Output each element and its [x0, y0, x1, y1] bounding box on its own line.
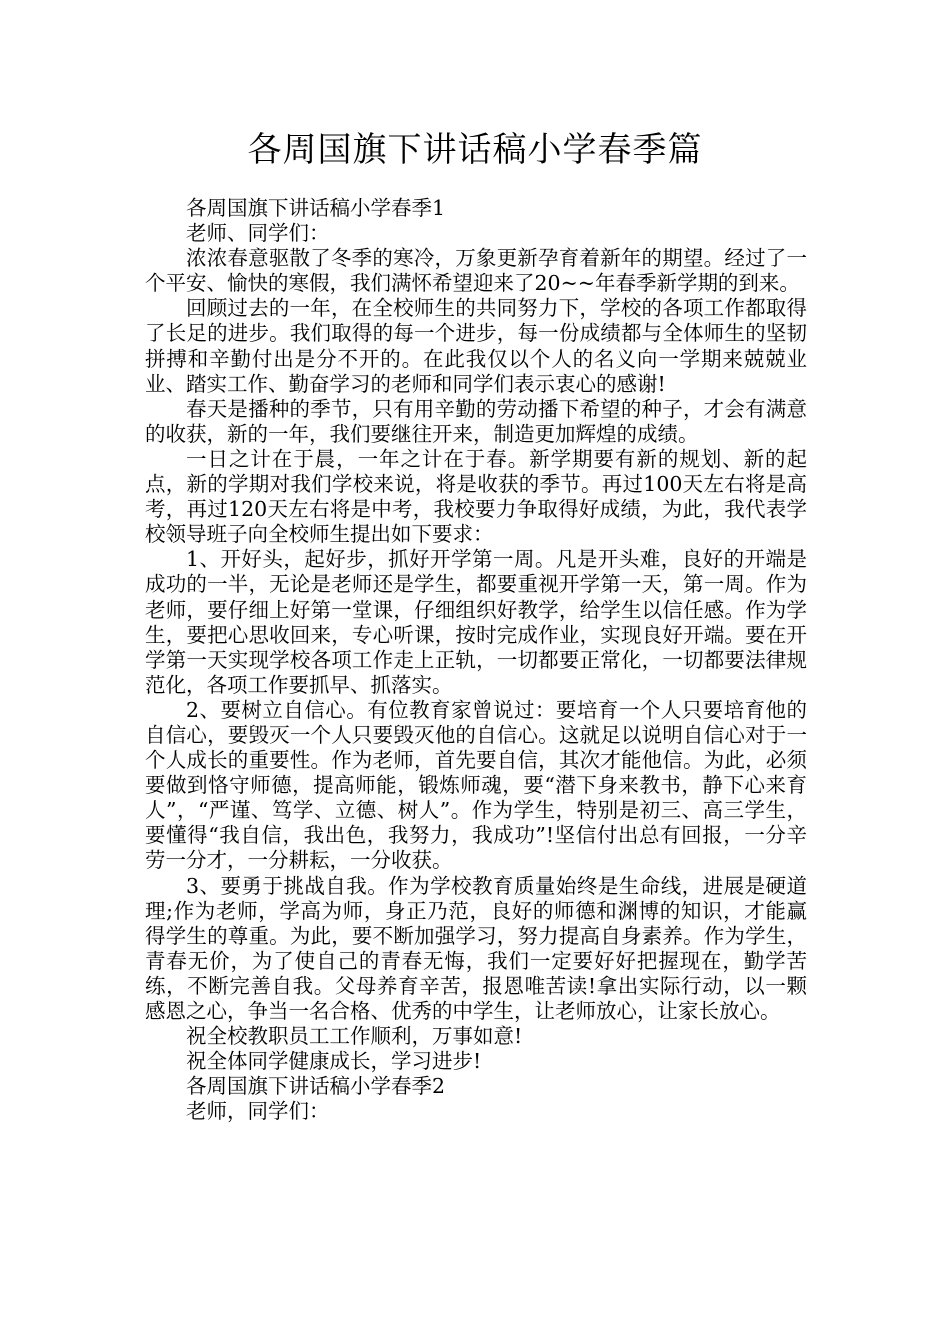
salutation: 老师，同学们：	[186, 1099, 330, 1124]
closing-wish: 祝全体同学健康成长，学习进步!	[186, 1049, 482, 1074]
numbered-paragraph: 1、开好头，起好步，抓好开学第一周。凡是开头难，良好的开端是成功的一半，无论是老师还是学生，都要重视开学第一天，第一周。作为老师，要仔细上好第一堂课，仔细组织好教学，给学生以信任感。作为学生，要把心思收回来，专心听课，按时完成作业，实现良好开端。要在开学第一天实现学校各项工作走上正轨，一切都要正常化，一切都要法律规范化，各项工作要抓早、抓落实。	[145, 547, 807, 697]
document-title: 各周国旗下讲话稿小学春季篇	[247, 130, 703, 170]
numbered-paragraph: 3、要勇于挑战自我。作为学校教育质量始终是生命线，进展是硬道理;作为老师，学高为师，身正乃范，良好的师德和渊博的知识，才能赢得学生的尊重。为此，要不断加强学习，努力提高自身素养。作为学生，青春无价，为了使自己的青春无悔，我们一定要好好把握现在，勤学苦练，不断完善自我。父母养育辛苦，报恩唯苦读!拿出实际行动，以一颗感恩之心，争当一名合格、优秀的中学生，让老师放心，让家长放心。	[145, 873, 807, 1023]
document-body	[145, 196, 807, 1124]
paragraph: 一日之计在于晨，一年之计在于春。新学期要有新的规划、新的起点，新的学期对我们学校来说，将是收获的季节。再过100天左右将是高考，再过120天左右将是中考，我校要力争取得好成绩，为此，我代表学校领导班子向全校师生提出如下要求：	[145, 446, 807, 547]
numbered-paragraph: 2、要树立自信心。有位教育家曾说过：要培育一个人只要培育他的自信心，要毁灭一个人只要毁灭他的自信心。这就足以说明自信心对于一个人成长的重要性。作为老师，首先要自信，其次才能他信。为此，必须要做到恪守师德，提高师能，锻炼师魂，要“潜下身来教书，静下心来育人”，“严谨、笃学、立德、树人”。作为学生，特别是初三、高三学生，要懂得“我自信，我出色，我努力，我成功”!坚信付出总有回报，一分辛劳一分才，一分耕耘，一分收获。	[145, 697, 807, 873]
section-heading: 各周国旗下讲话稿小学春季1	[186, 196, 446, 220]
paragraph: 浓浓春意驱散了冬季的寒冷，万象更新孕育着新年的期望。经过了一个平安、愉快的寒假，我们满怀希望迎来了20~~年春季新学期的到来。	[145, 246, 807, 296]
salutation: 老师、同学们：	[186, 221, 330, 246]
paragraph: 回顾过去的一年，在全校师生的共同努力下，学校的各项工作都取得了长足的进步。我们取得的每一个进步，每一份成绩都与全体师生的坚韧拼搏和辛勤付出是分不开的。在此我仅以个人的名义向一学期来兢兢业业、踏实工作、勤奋学习的老师和同学们表示衷心的感谢!	[145, 296, 807, 396]
paragraph: 春天是播种的季节，只有用辛勤的劳动播下希望的种子，才会有满意的收获，新的一年，我们要继往开来，制造更加辉煌的成绩。	[145, 396, 807, 446]
closing-wish: 祝全校教职员工工作顺利，万事如意!	[186, 1024, 523, 1049]
section-heading: 各周国旗下讲话稿小学春季2	[186, 1074, 446, 1099]
